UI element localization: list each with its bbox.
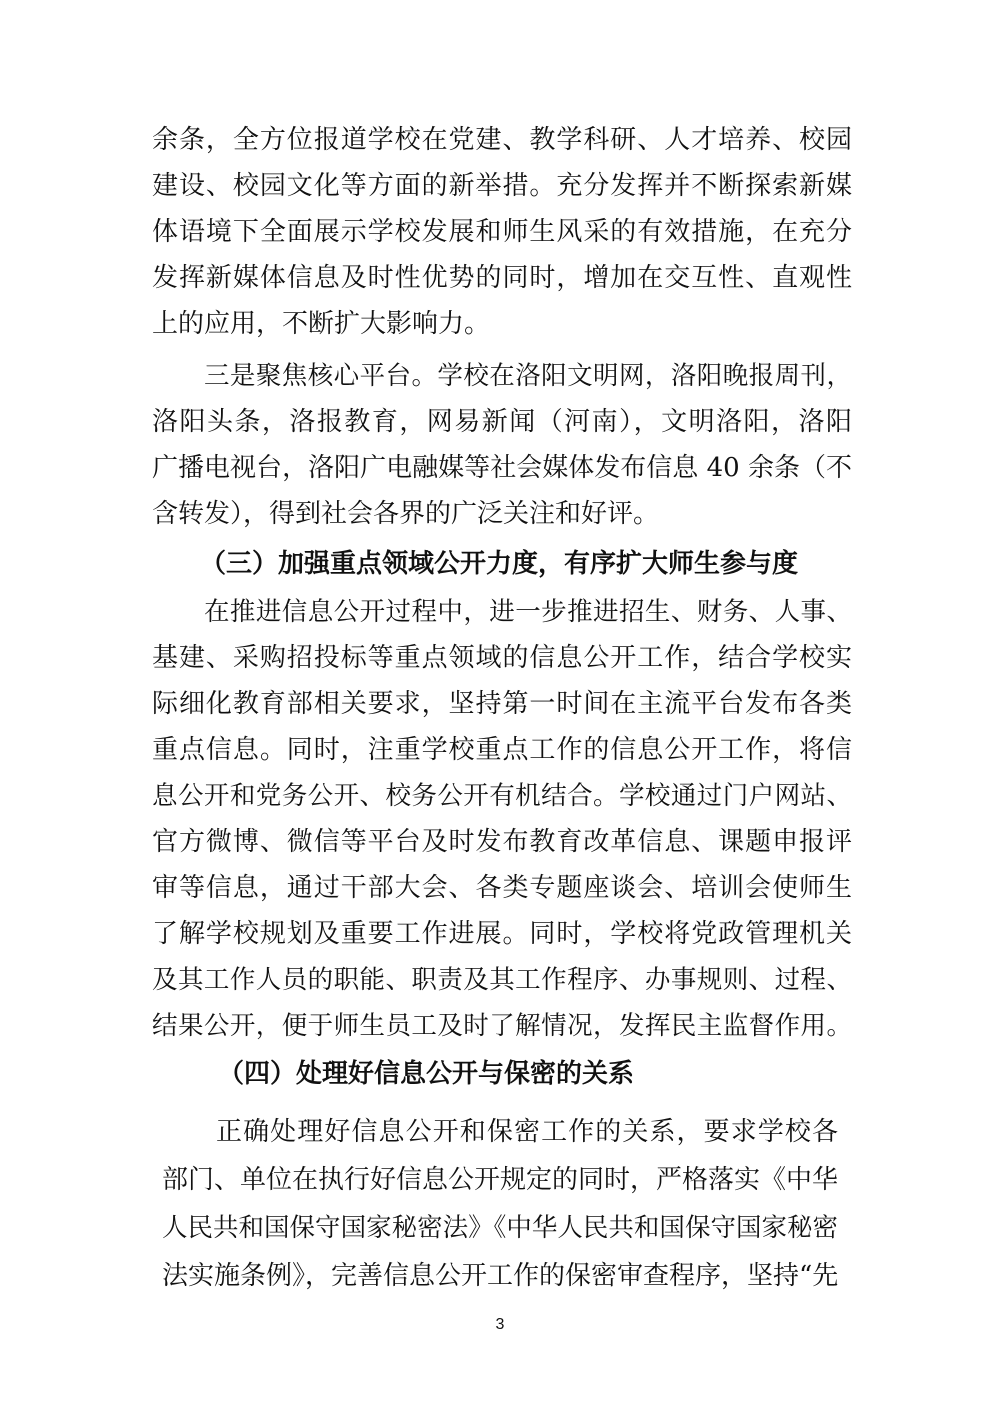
para3-line-7: 审等信息，通过干部大会、各类专题座谈会、培训会使师生 [152, 873, 852, 903]
para2-line-3: 广播电视台，洛阳广电融媒等社会媒体发布信息 40 余条（不 [152, 453, 852, 483]
para3-line-3: 际细化教育部相关要求，坚持第一时间在主流平台发布各类 [152, 689, 852, 719]
para4-line-1: 正确处理好信息公开和保密工作的关系，要求学校各 [216, 1117, 838, 1147]
para3-line-2: 基建、采购招投标等重点领域的信息公开工作，结合学校实 [152, 643, 852, 673]
para2-line-1: 三是聚焦核心平台。学校在洛阳文明网，洛阳晚报周刊， [204, 361, 852, 391]
para2-line-2: 洛阳头条，洛报教育，网易新闻（河南），文明洛阳，洛阳 [152, 407, 852, 437]
para3-line-10: 结果公开，便于师生员工及时了解情况，发挥民主监督作用。 [152, 1011, 852, 1041]
page-number: 3 [495, 1316, 505, 1333]
section-heading-3: （三）加强重点领域公开力度，有序扩大师生参与度 [200, 549, 799, 579]
para3-line-1: 在推进信息公开过程中，进一步推进招生、财务、人事、 [204, 597, 852, 627]
para4-line-3: 人民共和国保守国家秘密法》《中华人民共和国保守国家秘密 [162, 1213, 838, 1243]
para1-line-2: 建设、校园文化等方面的新举措。充分发挥并不断探索新媒 [152, 171, 852, 201]
para3-line-5: 息公开和党务公开、校务公开有机结合。学校通过门户网站、 [152, 781, 852, 811]
para4-line-4: 法实施条例》，完善信息公开工作的保密审查程序，坚持“先 [162, 1261, 839, 1291]
para3-line-4: 重点信息。同时，注重学校重点工作的信息公开工作，将信 [152, 735, 852, 765]
section-heading-4: （四）处理好信息公开与保密的关系 [218, 1059, 635, 1089]
para3-line-8: 了解学校规划及重要工作进展。同时，学校将党政管理机关 [152, 919, 852, 949]
para2-line-4: 含转发），得到社会各界的广泛关注和好评。 [152, 499, 660, 529]
para4-line-2: 部门、单位在执行好信息公开规定的同时，严格落实《中华 [162, 1165, 839, 1195]
para3-line-6: 官方微博、微信等平台及时发布教育改革信息、课题申报评 [152, 827, 852, 857]
para1-line-3: 体语境下全面展示学校发展和师生风采的有效措施，在充分 [152, 217, 852, 247]
para1-line-5: 上的应用，不断扩大影响力。 [152, 309, 491, 339]
para1-line-1: 余条，全方位报道学校在党建、教学科研、人才培养、校园 [152, 125, 852, 155]
para3-line-9: 及其工作人员的职能、职责及其工作程序、办事规则、过程、 [152, 965, 852, 995]
para1-line-4: 发挥新媒体信息及时性优势的同时，增加在交互性、直观性 [152, 263, 852, 293]
